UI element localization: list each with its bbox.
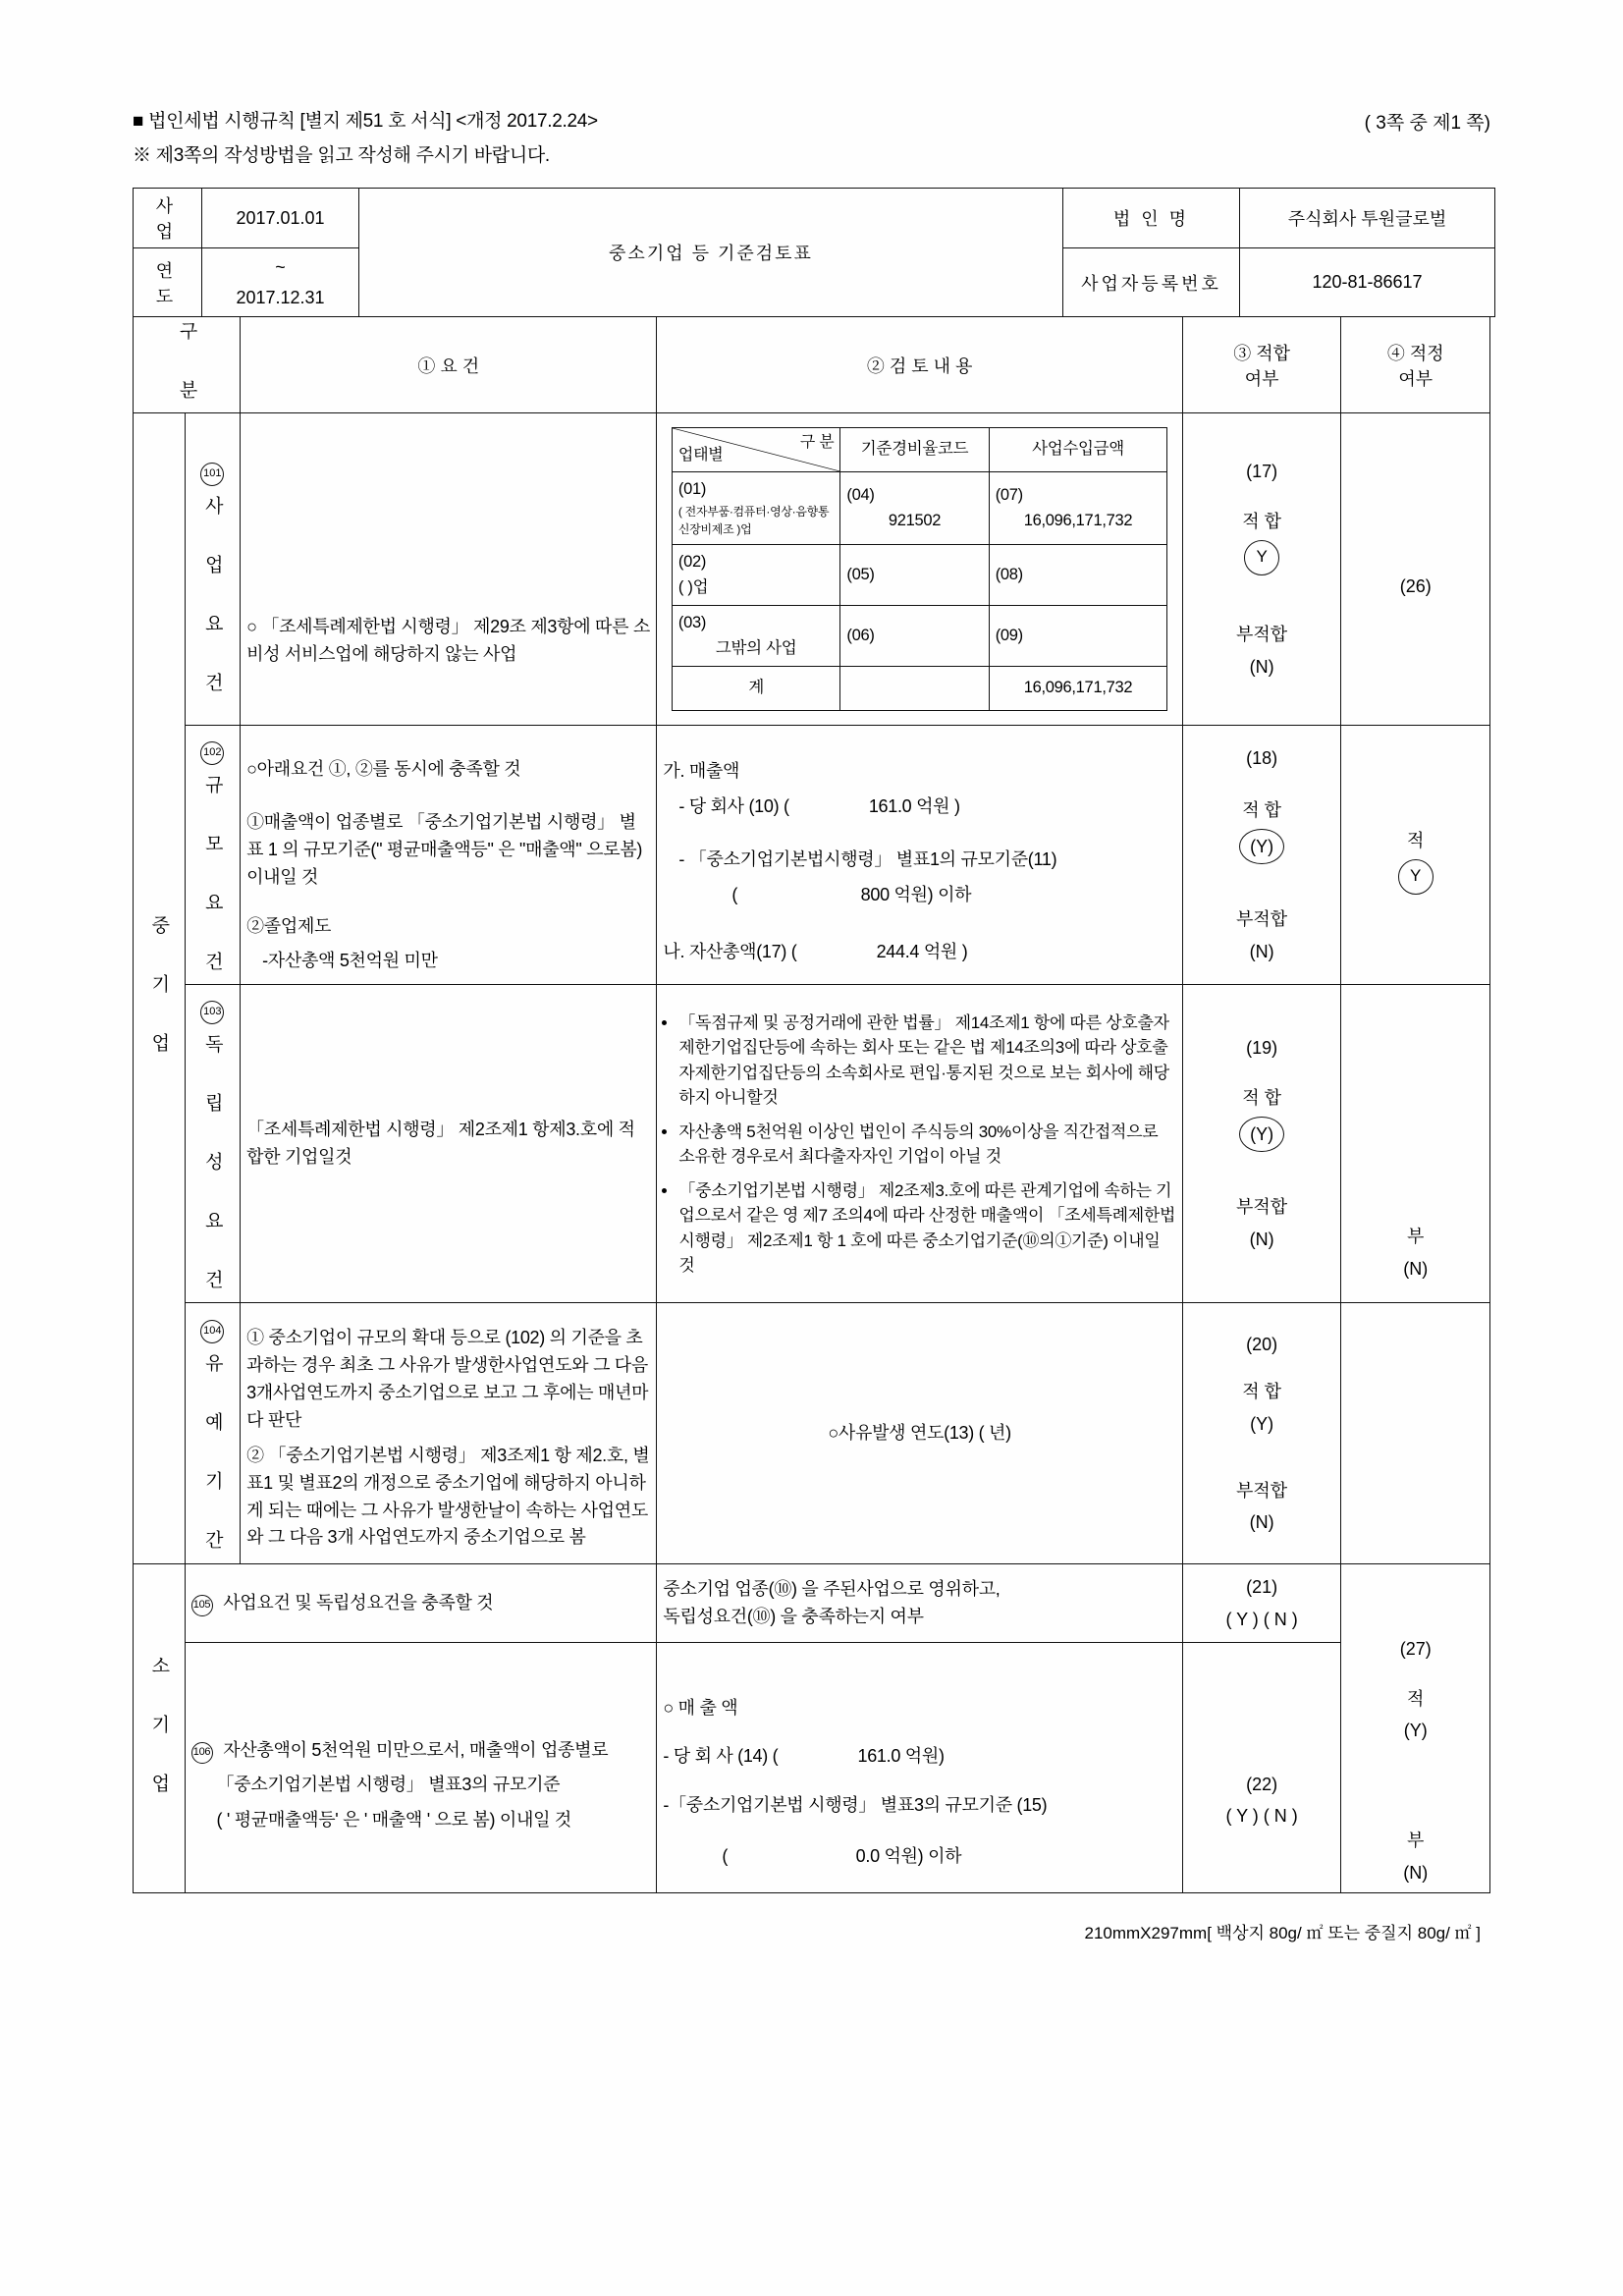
row-101-fit-no: (17) [1246, 462, 1278, 482]
row-104-fit-yes-mark: (Y) [1250, 1413, 1274, 1434]
row-102-chk-a2-line: ( 800 억원) 이하 [663, 882, 1175, 909]
row-102-chk-a2: - 「중소기업기본법시행령」 별표1의 규모기준(11) [678, 848, 1057, 869]
form-reference: ■ 법인세법 시행규칙 [별지 제51 호 서식] <개정 2017.2.24> [133, 111, 598, 132]
row-106-review [657, 1643, 1182, 1893]
row-103-proper-no: 부 [1407, 1227, 1425, 1247]
uptae-row3-name: 그밖의 사업 [715, 638, 797, 657]
row-103-sup: 103 [200, 1001, 224, 1024]
row-106-chk-2-line: ( 0.0 억원) 이하 [663, 1843, 1175, 1871]
row-105-fit [1182, 1564, 1341, 1643]
row-106-proper-yes-mark: (Y) [1403, 1721, 1428, 1741]
row-102-req-1: ①매출액이 업종별로 「중소기업기본법 시행령」 별표 1 의 규모기준(" 평균매출액등" 은 "매출액" 으로봄) 이내일 것 [246, 811, 643, 887]
row-105-requirement: 105 사업요건 및 독립성요건을 충족할 것 [185, 1564, 657, 1643]
title-row-1 [134, 189, 1495, 248]
row-106-fit-no: (22) [1246, 1774, 1278, 1794]
row-102-req-2-sub: -자산총액 5천억원 미만 [262, 951, 438, 971]
row-106-chk-1-value: 161.0 [857, 1746, 901, 1767]
row-102-req-head: ○아래요건 ①, ②를 동시에 충족할 것 [246, 759, 521, 780]
row-106-proper-no-label: 부 [1407, 1831, 1425, 1851]
row-102-chk-a1-unit: 억원 ) [916, 795, 960, 816]
row-103-proper-no-mark: (N) [1403, 1258, 1429, 1279]
row-102-chk-b-unit: 억원 ) [923, 941, 968, 961]
row-105-sup: 105 [191, 1595, 213, 1616]
period-label-2: 연 도 [134, 248, 202, 317]
amount-header: 사업수입금액 [989, 428, 1167, 472]
row-102-requirement [241, 726, 657, 985]
row-106-sup: 106 [191, 1742, 213, 1764]
title-table [133, 188, 1495, 317]
row-106-chk-1: - 당 회 사 (14) ( 161.0 억원) [663, 1743, 1175, 1771]
row-106-fit [1182, 1643, 1341, 1893]
form-notice: ※ 제3쪽의 작성방법을 읽고 작성해 주시기 바랍니다. [133, 144, 550, 166]
row-102-chk-b-value: 244.4 [876, 941, 920, 961]
row-102-fit-yes-label: 적 합 [1242, 799, 1282, 820]
uptae-row3-code: (06) [840, 606, 989, 667]
period-dash: ~ [275, 257, 286, 277]
row-102-chk-a: 가. 매출액 [663, 760, 740, 781]
row-102-fit [1182, 726, 1341, 985]
row-104-sup: 104 [200, 1320, 224, 1343]
row-101-proper-no: (26) [1399, 576, 1432, 597]
row-102-proper-yes: 적 [1407, 831, 1425, 851]
row-101-fit-no-mark: (N) [1249, 656, 1274, 677]
row-106-proper-no: (27) [1399, 1639, 1432, 1660]
row-101-proper [1341, 413, 1490, 726]
uptae-row2-name: ( )업 [677, 577, 709, 596]
row-106-fit-mark: ( Y ) ( N ) [1225, 1806, 1298, 1827]
uptae-row2-code: (05) [840, 544, 989, 605]
uptae-row-1 [672, 472, 1166, 545]
row-102-proper [1341, 726, 1490, 985]
row-103-review-list [663, 1011, 1175, 1279]
row-104-fit-no-label: 부적합 [1236, 1480, 1288, 1501]
uptae-row1-code-value: 921502 [888, 511, 942, 529]
row-104-requirement [241, 1303, 657, 1564]
biz-no-value: 120-81-86617 [1240, 248, 1495, 317]
row-106-req-2: 「중소기업기본법 시행령」 별표3의 규모기준 [216, 1775, 561, 1795]
column-header-row [134, 317, 1490, 413]
uptae-row-2 [672, 544, 1166, 605]
uptae-label: 업태별 [677, 447, 724, 465]
row-101-review [657, 413, 1182, 726]
row-105-review [657, 1564, 1182, 1643]
row-105-fit-no: (21) [1246, 1577, 1278, 1598]
row-102-chk-a2-unit: 억원) 이하 [893, 884, 972, 904]
row-102-chk-a1: - 당 회사 (10) ( 161.0 억원 ) [663, 793, 1175, 821]
page-mark: ( 3쪽 중 제1 쪽) [1364, 113, 1490, 134]
row-101 [134, 413, 1490, 726]
row-106-chk-2: -「중소기업기본법 시행령」 별표3의 규모기준 (15) [663, 1795, 1048, 1816]
row-103-number: 103 독 립 성 요 건 [185, 985, 241, 1303]
uptae-head-row [672, 428, 1166, 472]
row-102-number: 102 규 모 요 건 [185, 726, 241, 985]
row-102-proper-yes-mark: Y [1347, 859, 1484, 895]
row-103-chk-2: • 자산총액 5천억원 이상인 법인이 주식등의 30%이상을 직간접적으로 소유한 경우로서 최다출자자인 기업이 아닐 것 [678, 1120, 1175, 1170]
row-105-chk-1: 중소기업 업종(⑩) 을 주된사업으로 영위하고, [663, 1578, 1001, 1599]
row-106-req-1: 106 자산총액이 5천억원 미만으로서, 매출액이 업종별로 [191, 1737, 651, 1765]
row-104-req-1: ① 중소기업이 규모의 확대 등으로 (102) 의 기준을 초과하는 경우 최초 그 사유가 발생한사업연도와 그 다음 3개사업연도까지 중소기업으로 보고 그 후에는 매년마다 판단 [246, 1328, 649, 1430]
side-label-sme: 중 기 업 [134, 413, 186, 1564]
row-101-fit [1182, 413, 1341, 726]
row-102 [134, 726, 1490, 985]
row-106-chk-head: ○ 매 출 액 [663, 1697, 738, 1718]
uptae-total-row [672, 667, 1166, 711]
header-left [133, 108, 598, 170]
row-102-review [657, 726, 1182, 985]
row-104-number: 104 유 예 기 간 [185, 1303, 241, 1564]
row-106-chk-2-value: 0.0 [855, 1846, 880, 1867]
row-101-number: 101 사 업 요 건 [185, 413, 241, 726]
row-103-fit-yes-mark: (Y) [1189, 1117, 1335, 1152]
col-review: ② 검 토 내 용 [657, 317, 1182, 413]
row-105-chk-2: 독립성요건(⑩) 을 충족하는지 여부 [663, 1606, 924, 1626]
side-label-small: 소 기 업 [134, 1564, 186, 1893]
row-101-sup: 101 [200, 463, 224, 486]
row-102-fit-no-mark: (N) [1249, 941, 1274, 961]
row-105 [134, 1564, 1490, 1643]
row-102-fit-yes-mark: (Y) [1189, 829, 1335, 864]
row-103 [134, 985, 1490, 1303]
doc-title: 중소기업 등 기준검토표 [359, 189, 1063, 317]
code-header: 기준경비율코드 [840, 428, 989, 472]
row-101-fit-yes-label: 적 합 [1242, 511, 1282, 531]
corp-name-label: 법 인 명 [1063, 189, 1240, 248]
row-102-chk-b: 나. 자산총액(17) ( 244.4 억원 ) [663, 939, 1175, 966]
uptae-table [672, 427, 1167, 711]
uptae-row1-code: (04) 921502 [840, 472, 989, 545]
row-101-fit-yes-mark: Y [1189, 540, 1335, 575]
period-label-1: 사 업 [134, 189, 202, 248]
period-to-value: 2017.12.31 [236, 287, 325, 307]
row-102-fit-no-label: 부적합 [1236, 909, 1288, 930]
period-from: 2017.01.01 [202, 189, 359, 248]
row-106-proper-yes: 적 [1407, 1688, 1425, 1709]
row-103-fit-yes-label: 적 합 [1242, 1087, 1282, 1108]
row-103-proper [1341, 985, 1490, 1303]
row-103-chk-3: • 「중소기업기본법 시행령」 제2조제3.호에 따른 관계기업에 속하는 기업으로서 같은 영 제7 조의4에 따라 산정한 매출액이 「조세특례제한법 시행령」 제2조제1 항 1 호에 따른 중소기업기준(⑩의①기준) 이내일 것 [678, 1178, 1175, 1279]
row-106-requirement [185, 1643, 657, 1893]
row-105-proper [1341, 1564, 1490, 1893]
row-103-requirement: 「조세특례제한법 시행령」 제2조제1 항제3.호에 적합한 기업일것 [241, 985, 657, 1303]
uptae-row1-name: ( 전자부품·컴퓨터·영상·음향통신장비제조 )업 [677, 504, 830, 537]
row-104-fit [1182, 1303, 1341, 1564]
uptae-diagonal-header [672, 428, 839, 472]
row-106 [134, 1643, 1490, 1893]
uptae-row2-amount: (08) [989, 544, 1167, 605]
row-106-proper-no-mark: (N) [1403, 1862, 1429, 1883]
row-104-fit-yes-label: 적 합 [1242, 1382, 1282, 1402]
period-to [202, 248, 359, 317]
paper-spec-footer: 210mmX297mm[ 백상지 80g/ ㎡ 또는 중질지 80g/ ㎡ ] [1084, 1924, 1481, 1943]
uptae-gubun-label: 구 분 [799, 434, 835, 452]
row-104-fit-no: (20) [1246, 1334, 1278, 1354]
row-102-req-2: ②졸업제도 [246, 915, 332, 936]
row-103-fit-no: (19) [1246, 1038, 1278, 1059]
corp-name-value: 주식회사 투원글로벌 [1240, 189, 1495, 248]
row-103-review [657, 985, 1182, 1303]
row-104-fit-no-mark: (N) [1249, 1512, 1274, 1533]
document-header [133, 108, 1490, 170]
col-proper: ④ 적정 여부 [1341, 317, 1490, 413]
uptae-total-label: 계 [672, 667, 839, 711]
row-103-fit [1182, 985, 1341, 1303]
uptae-total-value: 16,096,171,732 [989, 667, 1167, 711]
uptae-row2-cell: (02) ( )업 [672, 544, 839, 605]
row-102-sup: 102 [200, 741, 224, 765]
col-gubun: 구 분 [134, 317, 241, 413]
row-106-chk-1-unit: 억원) [904, 1746, 945, 1767]
row-104-proper [1341, 1303, 1490, 1564]
uptae-row3-cell: (03) 그밖의 사업 [672, 606, 839, 667]
row-105-fit-mark: ( Y ) ( N ) [1225, 1609, 1298, 1629]
row-106-chk-2-unit: 억원) 이하 [884, 1846, 962, 1867]
row-101-fit-no-label: 부적합 [1236, 625, 1288, 645]
row-106-req-3: ( ' 평균매출액등' 은 ' 매출액 ' 으로 봄) 이내일 것 [216, 1810, 571, 1831]
row-102-chk-a1-value: 161.0 [868, 795, 912, 816]
row-101-requirement: ○ 「조세특례제한법 시행령」 제29조 제3항에 따른 소비성 서비스업에 해당하지 않는 사업 [241, 413, 657, 726]
row-104-review: ○사유발생 연도(13) ( 년) [657, 1303, 1182, 1564]
row-103-fit-no-mark: (N) [1249, 1229, 1274, 1249]
biz-no-label: 사업자등록번호 [1063, 248, 1240, 317]
row-102-fit-no: (18) [1246, 748, 1278, 769]
main-table [133, 316, 1490, 1893]
uptae-row-3 [672, 606, 1166, 667]
uptae-row1-cell: (01) ( 전자부품·컴퓨터·영상·음향통신장비제조 )업 [672, 472, 839, 545]
row-104 [134, 1303, 1490, 1564]
col-fit: ③ 적합 여부 [1182, 317, 1341, 413]
row-104-req-2: ② 「중소기업기본법 시행령」 제3조제1 항 제2.호, 별표1 및 별표2의 개정으로 중소기업에 해당하지 아니하게 되는 때에는 그 사유가 발생한날이 속하는 사업연도와 그 다음 3개 사업연도까지 중소기업으로 봄 [246, 1445, 650, 1548]
uptae-row1-amount: (07) 16,096,171,732 [989, 472, 1167, 545]
col-requirement: ① 요 건 [241, 317, 657, 413]
uptae-row1-amount-value: 16,096,171,732 [1023, 511, 1133, 529]
row-103-fit-no-label: 부적합 [1236, 1197, 1288, 1218]
row-103-chk-1: • 「독점규제 및 공정거래에 관한 법률」 제14조제1 항에 따른 상호출자제한기업집단등에 속하는 회사 또는 같은 법 제14조의3에 따라 상호출자제한기업집단등의 소속회사로 편입·통지된 것으로 보는 회사에 해당하지 아니할것 [678, 1011, 1175, 1111]
row-102-chk-a2-value: 800 [860, 884, 890, 904]
uptae-row3-amount: (09) [989, 606, 1167, 667]
uptae-total-blank [840, 667, 989, 711]
